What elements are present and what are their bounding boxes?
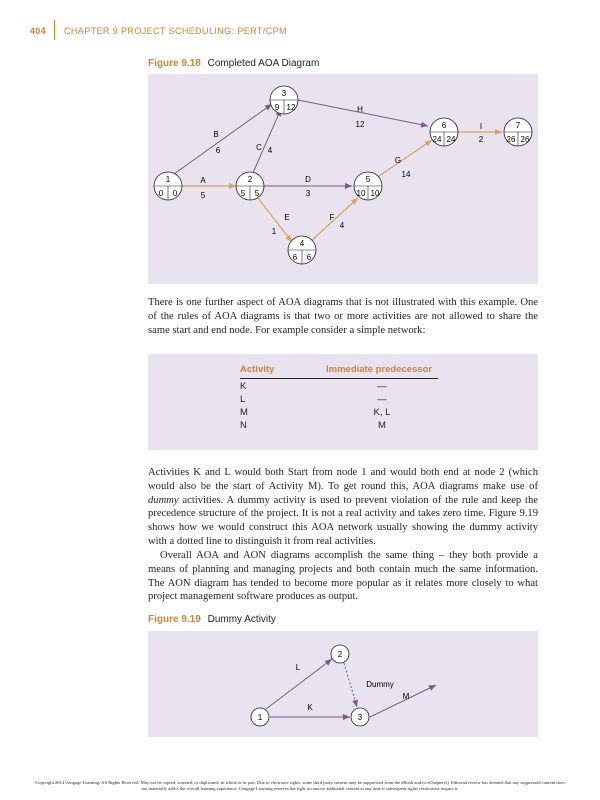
table-row	[240, 405, 438, 418]
node-1	[154, 172, 182, 200]
row-activity: L	[240, 394, 246, 405]
col-activity-header: Activity	[240, 364, 326, 379]
activity-c-duration: 4	[267, 146, 273, 155]
activity-i-duration: 2	[478, 135, 484, 144]
node-6-es: 24	[432, 135, 442, 144]
node-6	[430, 118, 458, 146]
label-k: K	[307, 703, 313, 712]
figure-9-19-number: Figure 9.19	[148, 614, 201, 625]
dummy-node-2	[331, 645, 349, 663]
activity-c-label: C	[256, 143, 262, 152]
node-2	[236, 172, 264, 200]
figure-9-19-panel	[148, 631, 538, 737]
arrow-dummy	[344, 663, 357, 707]
activity-g-label: G	[394, 156, 402, 165]
activity-f-label: F	[329, 213, 335, 222]
activity-d-duration: 3	[305, 189, 311, 198]
arrow-m	[370, 685, 436, 717]
figure-9-18-title: Completed AOA Diagram	[207, 58, 320, 69]
paragraph-2-part-b: activities. A dummy activity is used to prevent violation of the rule and keep the precedence structure of the project. It is not a real activity and takes zero time. Figure 9.19 shows how we would construct this AOA network usually showing the dummy activity with a dotted line to distinguish it from real activities.	[148, 494, 538, 547]
row-activity: K	[240, 381, 247, 392]
node-3-lf: 12	[286, 103, 296, 112]
node-7-lf: 26	[520, 135, 530, 144]
activity-b-label: B	[213, 130, 219, 139]
dummy-node-1-id: 1	[257, 713, 263, 722]
figure-9-19-caption	[148, 614, 276, 625]
row-predecessor: —	[377, 381, 387, 392]
figure-9-18-panel	[148, 74, 538, 284]
row-predecessor: M	[378, 420, 386, 431]
row-activity: N	[240, 420, 247, 431]
figure-9-18-caption	[148, 58, 319, 69]
dummy-node-1	[251, 708, 269, 726]
arrow-c	[252, 109, 281, 175]
node-1-lf: 0	[172, 189, 178, 198]
node-6-id: 6	[441, 121, 447, 130]
label-m: M	[402, 692, 410, 701]
header-divider	[54, 20, 55, 40]
node-7	[504, 118, 532, 146]
node-3-id: 3	[281, 89, 287, 98]
paragraph-2	[148, 466, 538, 549]
node-1-es: 0	[158, 189, 164, 198]
node-4-es: 6	[292, 253, 298, 262]
activity-e-duration: 1	[271, 227, 277, 236]
page-number: 404	[30, 26, 46, 36]
node-4-id: 4	[299, 239, 305, 248]
copyright-notice: Copyright 2014 Cengage Learning. All Rights Reserved. May not be copied, scanned, or duplicated, in whole or in part. Due to electronic rights, some third party content may be suppressed from the eBook and/or eChapter(s). Editorial review has deemed that any suppressed content does not materially affect the overall learning experience. Cengage Learning reserves the right to remove additional content at any time if subsequent rights restrictions require it.	[35, 780, 565, 791]
node-5	[354, 172, 382, 200]
node-2-lf: 5	[254, 189, 260, 198]
chapter-title: CHAPTER 9 PROJECT SCHEDULING: PERT/CPM	[64, 26, 287, 36]
paragraph-2-part-a: Activities K and L would both Start from node 1 and would both end at node 2 (which would also be the start of Activity M). To get round this, AOA diagrams make use of	[148, 467, 538, 492]
activity-e-label: E	[284, 213, 290, 222]
table-row	[240, 392, 438, 405]
node-5-id: 5	[365, 175, 371, 184]
figure-9-18-number: Figure 9.18	[148, 58, 201, 69]
node-3-es: 9	[274, 103, 280, 112]
node-4-lf: 6	[306, 253, 312, 262]
node-7-es: 26	[506, 135, 516, 144]
node-1-id: 1	[165, 175, 171, 184]
node-6-lf: 24	[446, 135, 456, 144]
running-head	[0, 0, 600, 40]
activity-a-label: A	[200, 176, 206, 185]
table-row	[240, 379, 438, 393]
row-predecessor: K, L	[373, 407, 391, 418]
figure-9-19-title: Dummy Activity	[207, 614, 276, 625]
paragraph-2-emphasis: dummy	[148, 494, 179, 506]
activity-f-duration: 4	[339, 221, 345, 230]
node-4	[288, 236, 316, 264]
activity-d-label: D	[305, 175, 311, 184]
node-7-id: 7	[515, 121, 521, 130]
activity-b-duration: 6	[215, 146, 221, 155]
dummy-node-3	[351, 708, 369, 726]
activity-a-duration: 5	[200, 191, 206, 200]
node-5-lf: 10	[370, 189, 380, 198]
node-5-es: 10	[356, 189, 366, 198]
activity-h-label: H	[357, 105, 363, 114]
activity-h-duration: 12	[355, 120, 365, 129]
row-activity: M	[240, 407, 248, 418]
node-3	[270, 86, 298, 114]
dummy-activity-diagram	[148, 631, 538, 737]
paragraph-3: Overall AOA and AON diagrams accomplish the same thing – they both provide a means of planning and managing projects and both contain much the same information. The AON diagram has tended to become more popular as it relates more closely to what project management software produces as output.	[148, 550, 538, 603]
node-2-es: 5	[240, 189, 246, 198]
row-predecessor: —	[377, 394, 387, 405]
dummy-node-3-id: 3	[357, 713, 363, 722]
label-l: L	[295, 663, 301, 672]
dummy-node-2-id: 2	[337, 650, 343, 659]
label-dummy: Dummy	[366, 680, 394, 689]
activity-i-label: I	[479, 122, 483, 131]
predecessor-table	[240, 364, 438, 431]
col-predecessor-header: Immediate predecessor	[326, 364, 438, 379]
activity-g-duration: 14	[401, 170, 411, 179]
aoa-diagram	[148, 74, 538, 284]
table-row	[240, 418, 438, 431]
paragraph-1: There is one further aspect of AOA diagrams that is not illustrated with this example. One of the rules of AOA diagrams is that two or more activities are not allowed to share the same start and end node. For example consider a simple network:	[148, 297, 538, 336]
node-2-id: 2	[247, 175, 253, 184]
